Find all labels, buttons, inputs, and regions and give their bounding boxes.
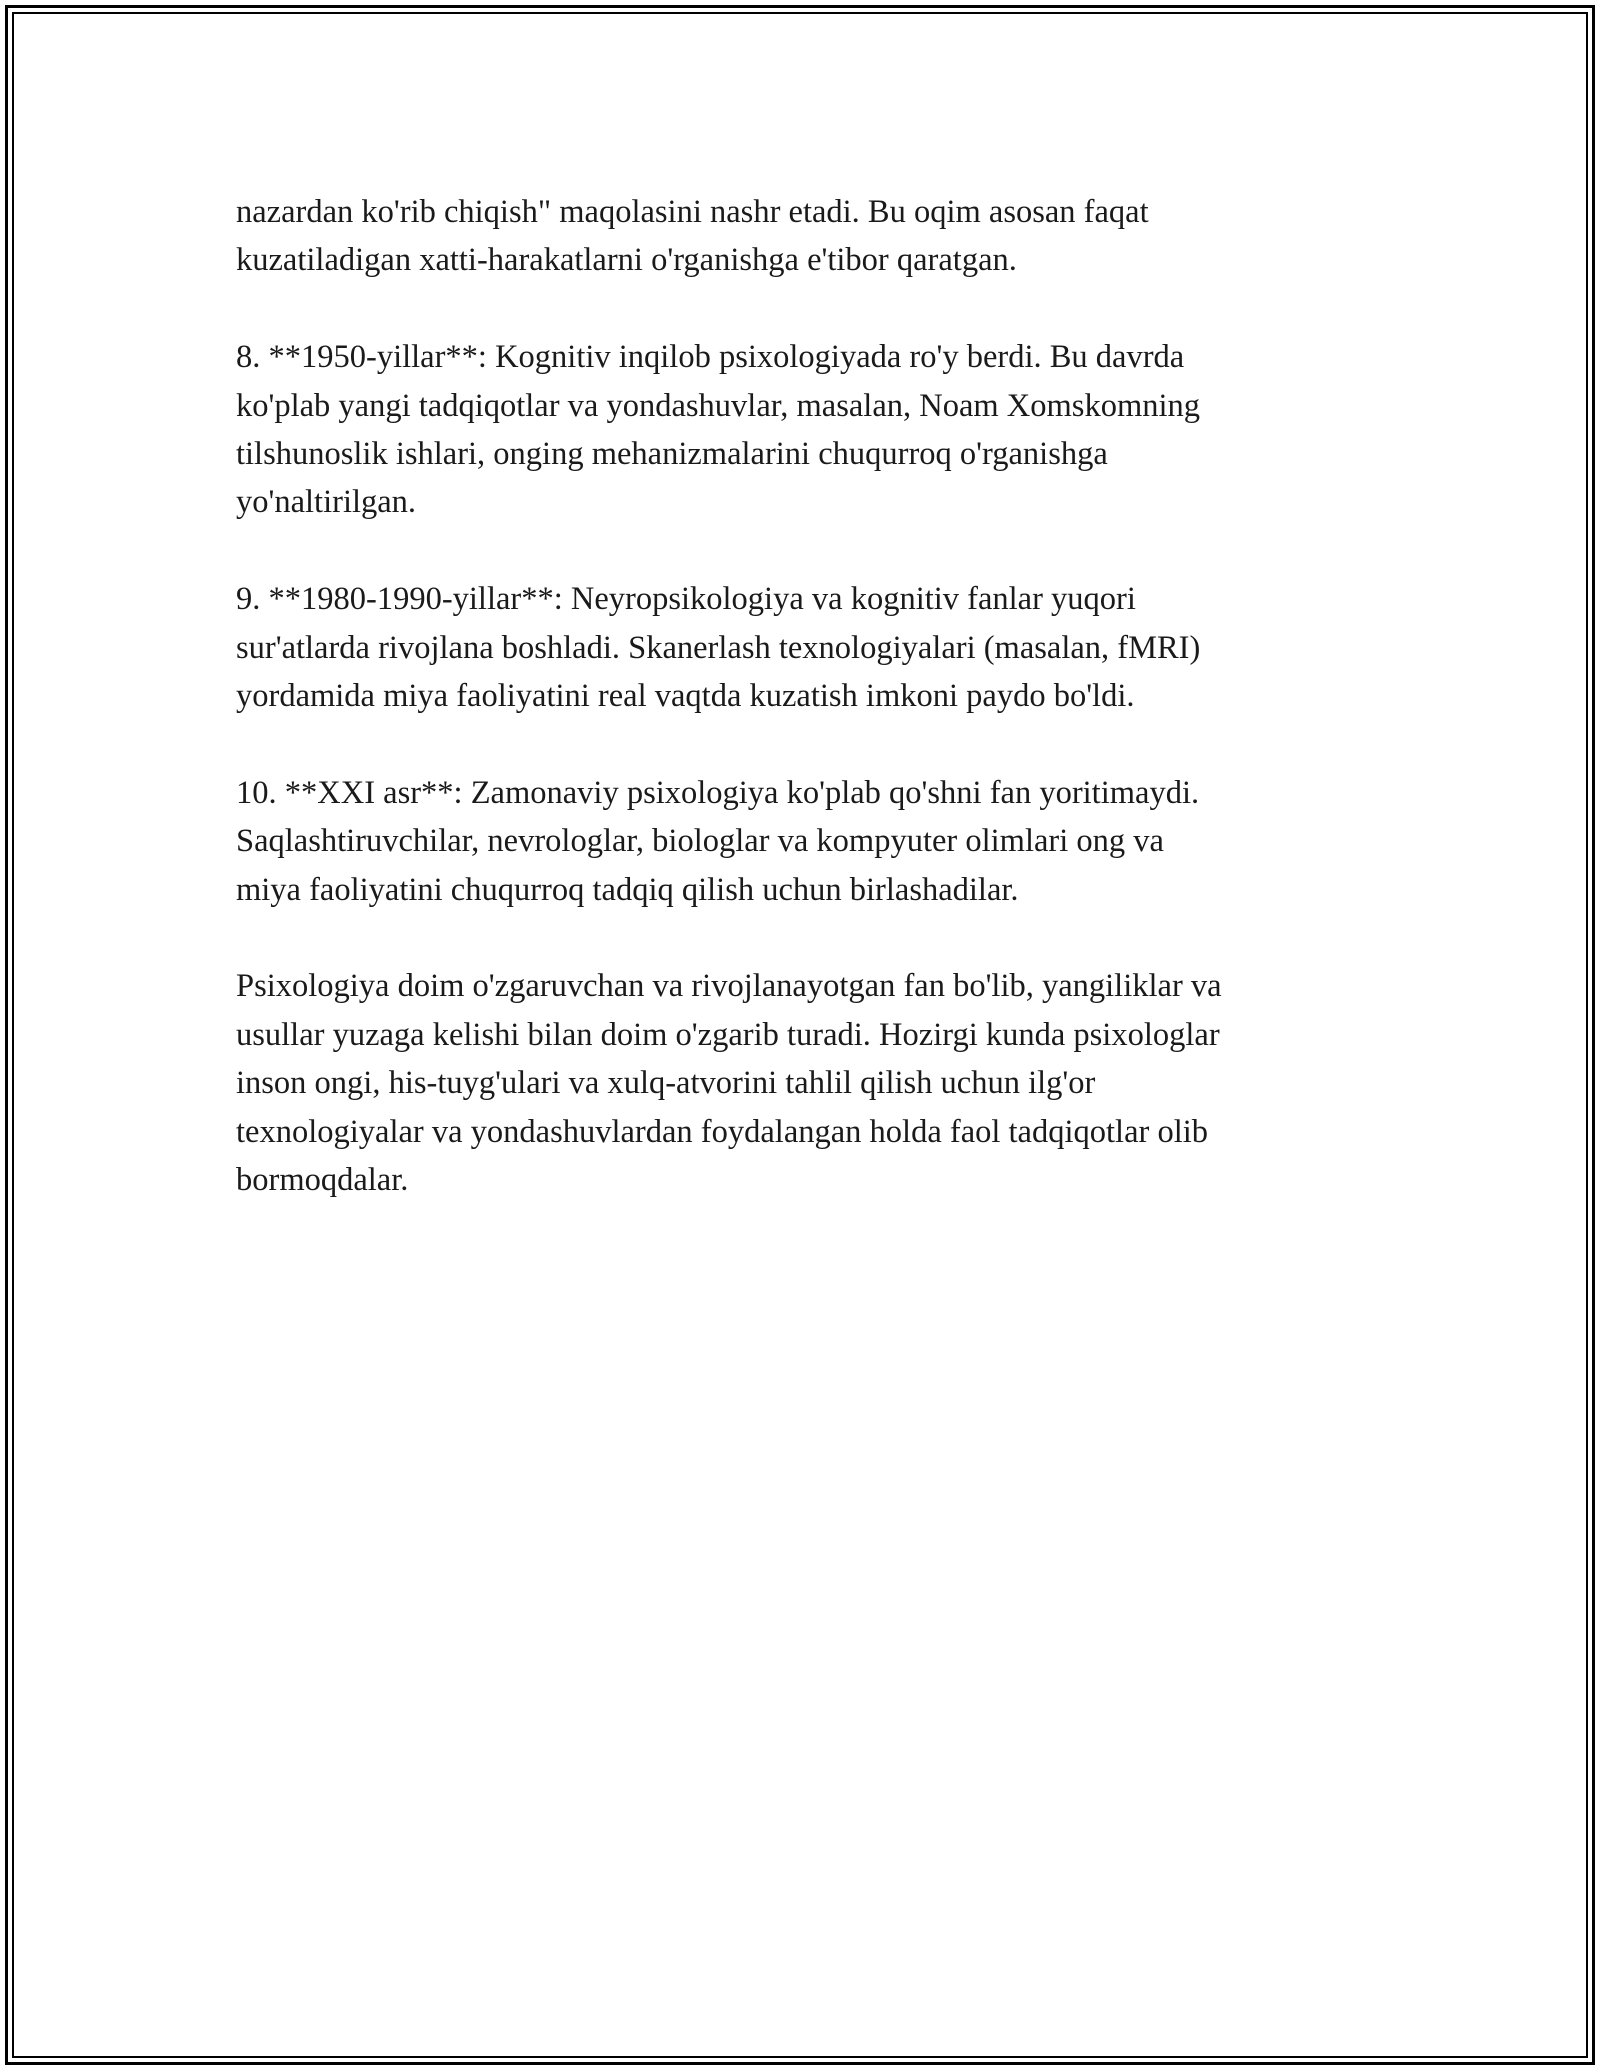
text-line: inson ongi, his-tuyg'ulari va xulq-atvorini tahlil qilish uchun ilg'or	[236, 1065, 1096, 1102]
text-line: nazardan ko'rib chiqish" maqolasini nashr etadi. Bu oqim asosan faqat	[236, 194, 1149, 230]
text-line: bormoqdalar.	[236, 1162, 409, 1199]
text-line: 10. **XXI asr**: Zamonaviy psixologiya ko'plab qo'shni fan yoritimaydi.	[236, 774, 1200, 811]
text-line: Psixologiya doim o'zgaruvchan va rivojlanayotgan fan bo'lib, yangiliklar va	[236, 968, 1222, 1005]
paragraph-item-9	[236, 575, 1376, 720]
text-line: sur'atlarda rivojlana boshladi. Skanerlash texnologiyalari (masalan, fMRI)	[236, 629, 1201, 666]
text-line: tilshunoslik ishlari, onging mehanizmalarini chuqurroq o'rganishga	[236, 436, 1108, 473]
text-line: miya faoliyatini chuqurroq tadqiq qilish uchun birlashadilar.	[236, 871, 1019, 908]
text-line: usullar yuzaga kelishi bilan doim o'zgarib turadi. Hozirgi kunda psixologlar	[236, 1016, 1220, 1053]
text-line: Saqlashtiruvchilar, nevrologlar, biologlar va kompyuter olimlari ong va	[236, 823, 1164, 860]
paragraph-conclusion	[236, 962, 1376, 1204]
document-body	[236, 188, 1376, 1253]
text-line: 9. **1980-1990-yillar**: Neyropsikologiya va kognitiv fanlar yuqori	[236, 581, 1136, 618]
text-line: ko'plab yangi tadqiqotlar va yondashuvlar, masalan, Noam Xomskomning	[236, 387, 1201, 424]
text-line: yo'naltirilgan.	[236, 484, 417, 521]
text-line: kuzatiladigan xatti-harakatlarni o'rganishga e'tibor qaratgan.	[236, 242, 1017, 279]
text-line: yordamida miya faoliyatini real vaqtda kuzatish imkoni paydo bo'ldi.	[236, 678, 1135, 715]
text-line: texnologiyalar va yondashuvlardan foydalangan holda faol tadqiqotlar olib	[236, 1113, 1209, 1150]
text-line: 8. **1950-yillar**: Kognitiv inqilob psixologiyada ro'y berdi. Bu davrda	[236, 339, 1185, 376]
paragraph-behaviorism-continuation	[236, 188, 1376, 285]
paragraph-item-10	[236, 769, 1376, 914]
paragraph-item-8	[236, 333, 1376, 527]
